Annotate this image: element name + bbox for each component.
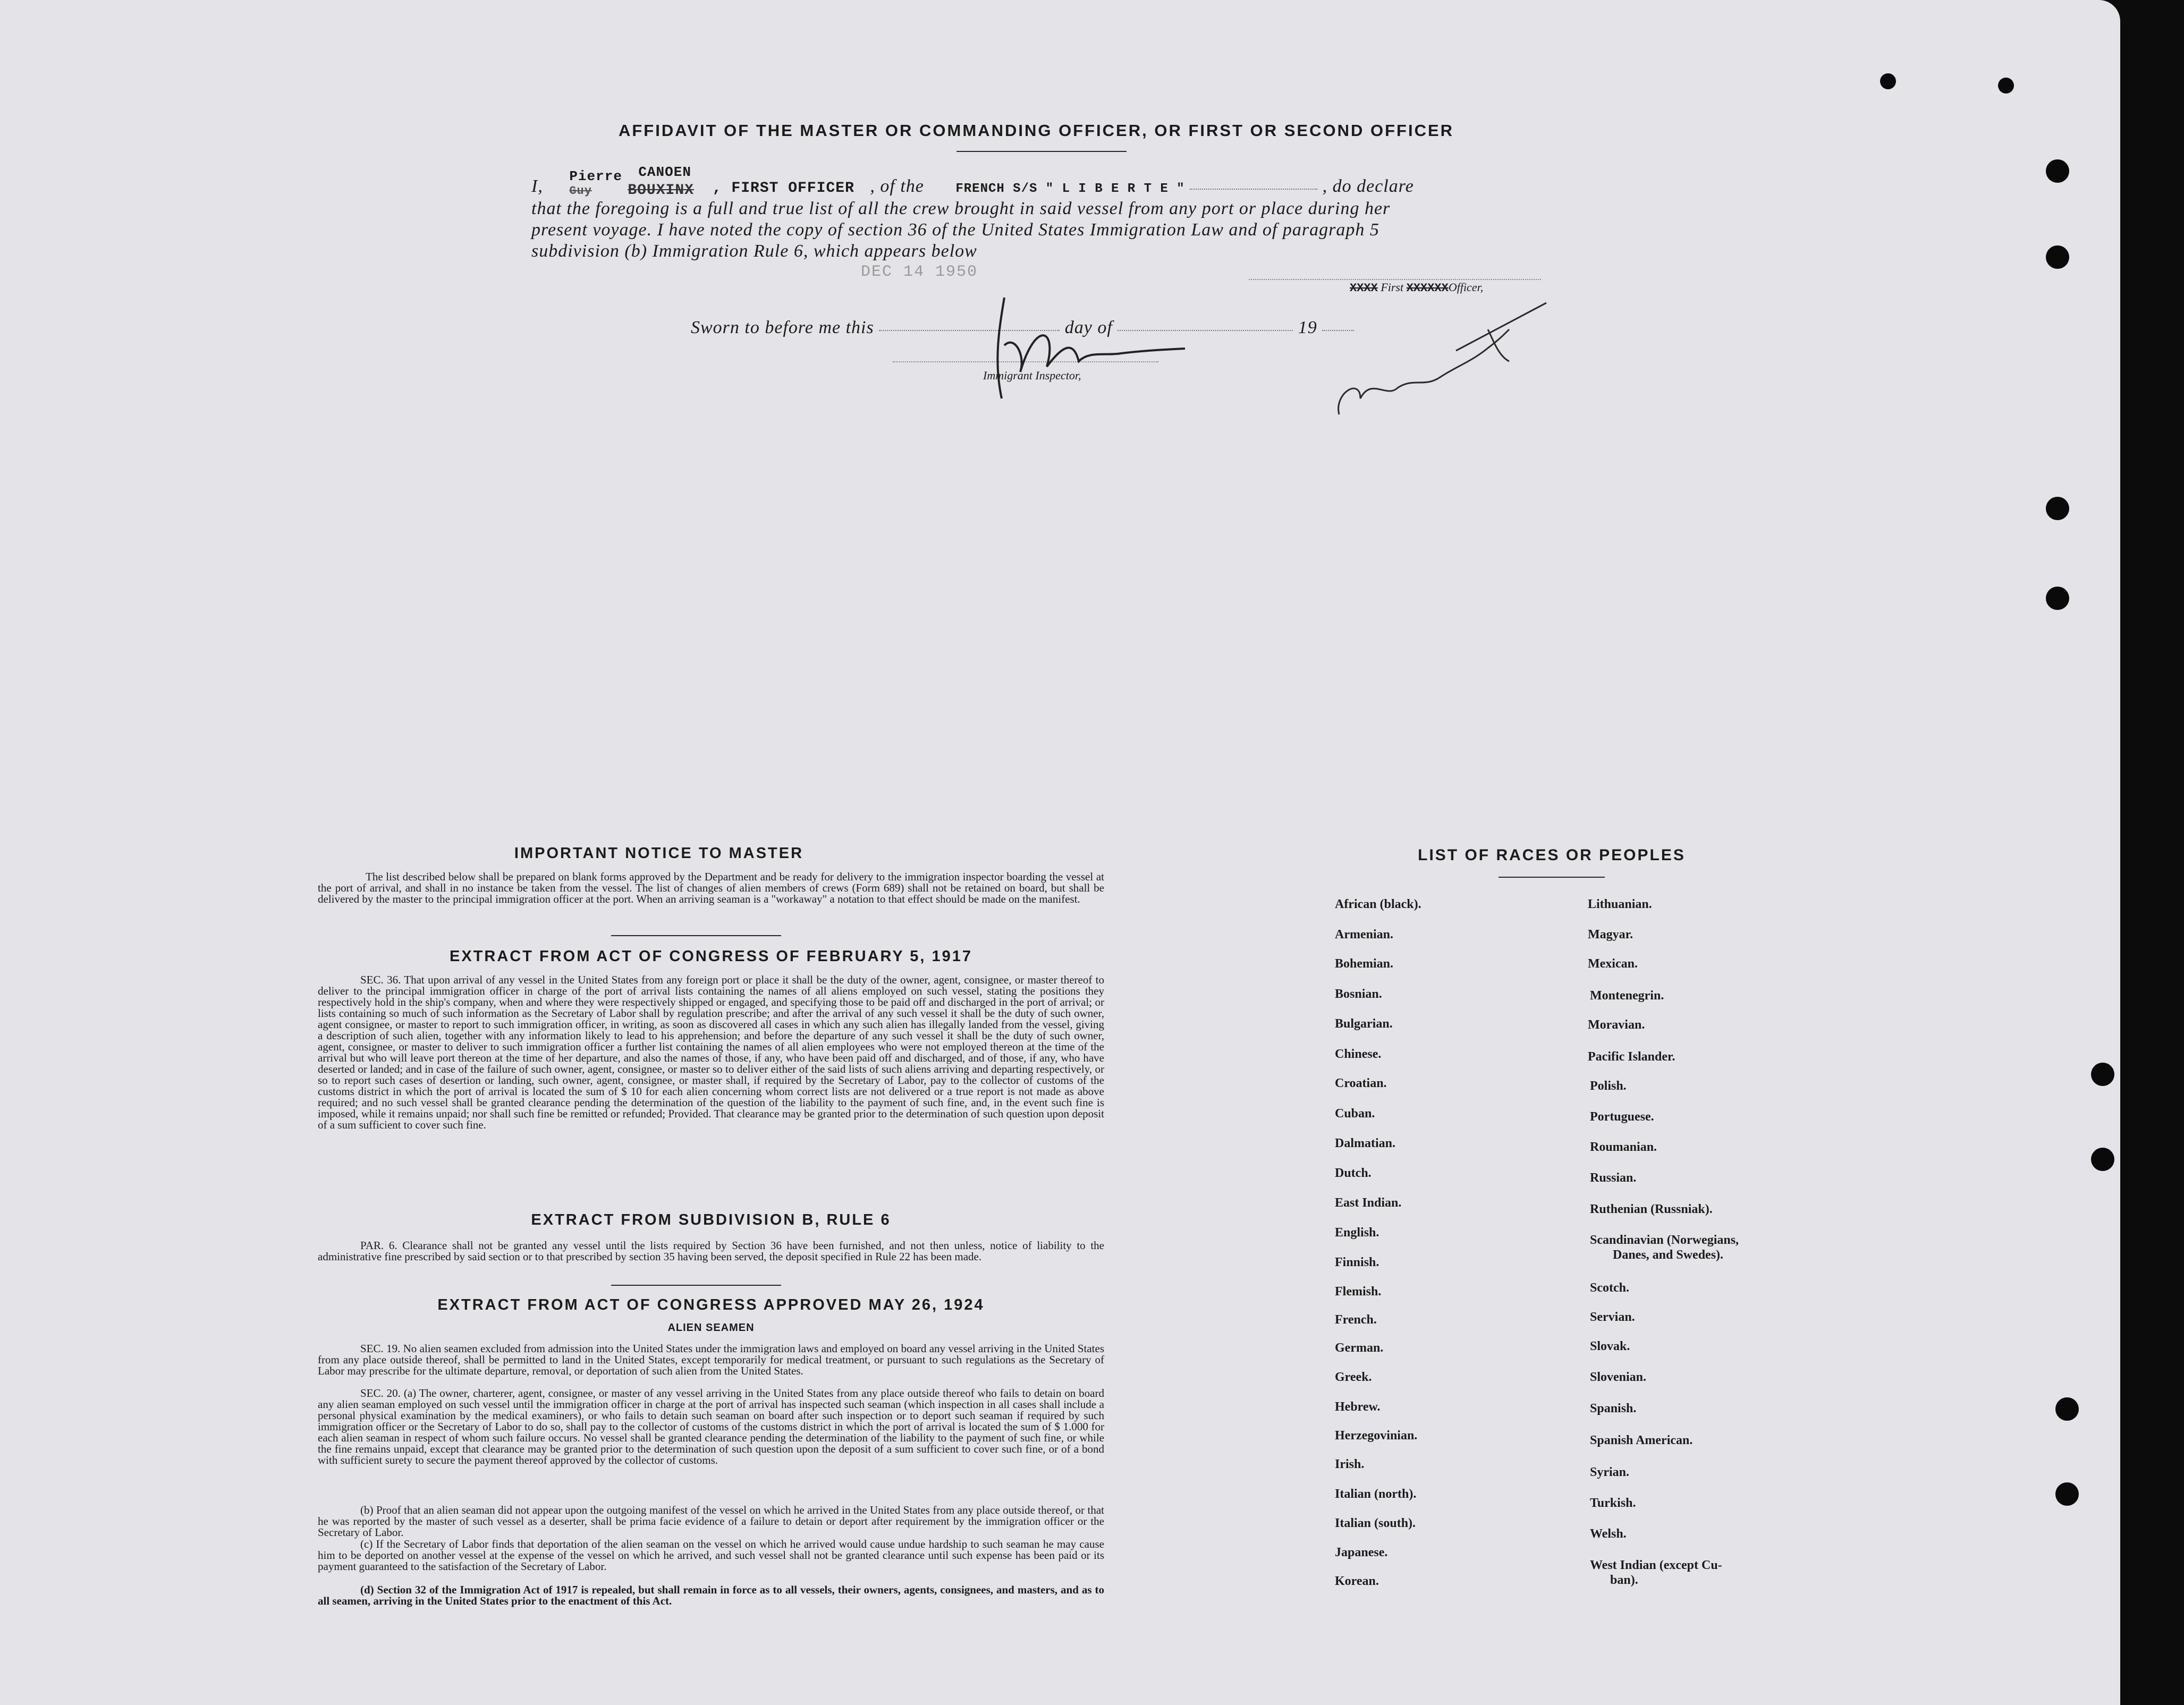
date-stamp: DEC 14 1950 [861, 263, 978, 281]
punch-hole [2055, 1397, 2079, 1421]
race-item: French. [1335, 1313, 1377, 1327]
race-item: German. [1335, 1341, 1384, 1355]
race-item: Cuban. [1335, 1107, 1375, 1121]
race-item: Korean. [1335, 1574, 1379, 1588]
officer-signature [1328, 298, 1552, 425]
day-of-label: day of [1064, 318, 1113, 337]
race-item: Pacific Islander. [1588, 1050, 1675, 1064]
race-item: Croatian. [1335, 1076, 1387, 1090]
race-item: Moravian. [1588, 1018, 1645, 1032]
races-underline [1499, 877, 1605, 878]
race-item: Irish. [1335, 1457, 1365, 1471]
inspector-signature [983, 287, 1206, 414]
race-item: Chinese. [1335, 1047, 1382, 1061]
extract3-sec20c: (c) If the Secretary of Labor finds that deportation of the alien seaman on the vessel on which he arrived would cause undue hardship to such seaman he may cause him to be deported on another vessel at the expense of the vessel on which he arrived, and such vessel shall not be granted clearance until such expense has been paid or its payment guaranteed to the satisfaction of the Secretary of Labor. [318, 1538, 1104, 1573]
race-item: Scandinavian (Norwegians, [1590, 1233, 1739, 1247]
race-item: Scotch. [1590, 1281, 1629, 1295]
race-item: Herzegovinian. [1335, 1429, 1418, 1443]
race-item: Montenegrin. [1590, 989, 1664, 1003]
race-item: Bohemian. [1335, 957, 1394, 971]
race-item: Portuguese. [1590, 1110, 1654, 1124]
name-first: Pierre [569, 168, 622, 184]
race-item: Finnish. [1335, 1256, 1379, 1269]
of-the-label: , of the [870, 176, 924, 196]
races-title: LIST OF RACES OR PEOPLES [1418, 846, 1686, 864]
extract3-sec20d: (d) Section 32 of the Immigration Act of 1917 is repealed, but shall remain in force as to all vessels, their owners, agents, consignees, and masters, and as to all seamen, arriving in the United States prior to the enactment of this Act. [318, 1583, 1104, 1607]
title-underline [956, 151, 1127, 152]
sworn-text: Sworn to before me this [691, 318, 874, 337]
race-item: English. [1335, 1226, 1379, 1240]
race-item: ban). [1610, 1573, 1638, 1587]
race-item: Greek. [1335, 1370, 1372, 1384]
race-item: Spanish. [1590, 1402, 1637, 1415]
vessel-name: FRENCH S/S " L I B E R T E " [955, 182, 1185, 196]
officer-label: Officer, [1448, 281, 1484, 294]
race-item: Welsh. [1590, 1527, 1627, 1541]
punch-hole [1998, 78, 2014, 94]
race-item: West Indian (except Cu- [1590, 1558, 1722, 1572]
extract3-sec20b: (b) Proof that an alien seaman did not appear upon the outgoing manifest of the vessel on which he arrived in the United States from any place outside thereof, or that he was reported by the master of such vessel as a deserter, shall be prima facie evidence of a failure to detain or deport after requirement by the immigration officer or the Secretary of Labor. [318, 1504, 1104, 1539]
do-declare-label: , do declare [1322, 176, 1414, 196]
punch-hole [2091, 1063, 2114, 1086]
race-item: Polish. [1590, 1079, 1627, 1093]
race-item: Magyar. [1588, 928, 1633, 941]
extract2-body: PAR. 6. Clearance shall not be granted any vessel until the lists required by Section 36 have been furnished, and not then unless, notice of liability to the administrative fine prescribed by said section or to that prescribed by section 35 having been served, the deposit specified in Rule 22 has been made. [318, 1239, 1104, 1263]
year-prefix: 19 [1298, 318, 1317, 337]
punch-hole [1880, 73, 1896, 89]
race-item: Italian (north). [1335, 1487, 1417, 1501]
name-crossed-last: BOUXINX [628, 182, 694, 199]
race-item: Bosnian. [1335, 987, 1382, 1001]
punch-hole [2091, 1148, 2114, 1171]
race-item: Roumanian. [1590, 1140, 1657, 1154]
affidavit-line-1 [531, 164, 1414, 199]
extract3-sec19: SEC. 19. No alien seamen excluded from admission into the United States under the immigration laws and employed on board any vessel arriving in the United States from any place outside thereof, shall be permitted to land in the United States, except temporarily for medical treatment, or pursuant to such regulations as the Secretary of Labor may prescribe for the ultimate departure, removal, or deportation of such alien from the United States. [318, 1342, 1104, 1377]
race-item: Hebrew. [1335, 1400, 1381, 1414]
affidavit-title: AFFIDAVIT OF THE MASTER OR COMMANDING OFFICER, OR FIRST OR SECOND OFFICER [618, 121, 1454, 140]
affidavit-line-3: present voyage. I have noted the copy of section 36 of the United States Immigration Law and of paragraph 5 [531, 220, 1379, 240]
declarant-rank: , FIRST OFFICER [712, 180, 854, 197]
race-item: Servian. [1590, 1310, 1635, 1324]
notice-title: IMPORTANT NOTICE TO MASTER [514, 845, 804, 862]
race-item: Armenian. [1335, 928, 1393, 941]
race-item: Flemish. [1335, 1285, 1382, 1299]
extract3-subtitle: ALIEN SEAMEN [667, 1322, 755, 1334]
notice-body: The list described below shall be prepared on blank forms approved by the Department and be ready for delivery to the immigration inspector boarding the vessel at the port of arrival, and shall in no instance be taken from the vessel. The list of changes of alien members of crews (Form 689) shall not be retained on board, but shall be delivered by the master to the principal immigration officer at the port. When an arriving seaman is a "workaway" a notation to that effect should be made on the manifest. [318, 870, 1104, 905]
declarant-name [548, 164, 707, 199]
punch-hole [2046, 245, 2069, 269]
race-item: Slovenian. [1590, 1370, 1647, 1384]
affidavit-line-4: subdivision (b) Immigration Rule 6, which appears below [531, 241, 977, 261]
first-label: First [1381, 281, 1404, 294]
extract2-title: EXTRACT FROM SUBDIVISION B, RULE 6 [531, 1211, 891, 1228]
race-item: Syrian. [1590, 1465, 1630, 1479]
race-item: Ruthenian (Russniak). [1590, 1202, 1713, 1216]
race-item: Danes, and Swedes). [1613, 1248, 1724, 1262]
extract3-sec20a: SEC. 20. (a) The owner, charterer, agent, consignee, or master of any vessel arriving in the United States from any place outside thereof who fails to detain on board any alien seaman employed on such vessel until the immigration officer in charge at the port of arrival has inspected such seaman (which inspection in all cases shall include a personal physical examination by the medical examiners), or who fails to detain such seaman on board after such inspection or to deport such seaman if required by such immigration officer or the Secretary of Labor to do so, shall pay to the collector of customs of the customs district in which the port of arrival is located the sum of $ 1.000 for each alien seaman in respect of whom such failure occurs. No vessel shall be granted clearance pending the determination of the liability to the payment of such fine, or while the fine remains unpaid, except that clearance may be granted prior to the determination of such question upon the deposit of a sum sufficient to cover such fine, or of a bond with sufficient surety to secure the payment thereof approved by the collector of customs. [318, 1387, 1104, 1466]
race-item: Spanish American. [1590, 1433, 1693, 1447]
extract1-title: EXTRACT FROM ACT OF CONGRESS OF FEBRUARY 5, 1917 [449, 948, 973, 965]
notice-divider [611, 935, 781, 936]
race-item: Bulgarian. [1335, 1017, 1393, 1031]
race-item: Russian. [1590, 1171, 1637, 1185]
race-item: Lithuanian. [1588, 897, 1652, 911]
race-item: East Indian. [1335, 1196, 1402, 1210]
punch-hole [2046, 497, 2069, 520]
race-item: African (black). [1335, 897, 1421, 911]
punch-hole [2055, 1482, 2079, 1506]
race-item: Japanese. [1335, 1546, 1388, 1559]
name-last: CANOEN [638, 164, 691, 180]
race-item: Dalmatian. [1335, 1136, 1395, 1150]
name-crossed-first: Guy [569, 184, 592, 198]
race-item: Dutch. [1335, 1166, 1372, 1180]
extract3-title: EXTRACT FROM ACT OF CONGRESS APPROVED MAY 26, 1924 [437, 1296, 985, 1313]
officer-signature-label: XXXX First XXXXXXOfficer, [1350, 281, 1484, 295]
punch-hole [2046, 159, 2069, 183]
race-item: Italian (south). [1335, 1516, 1416, 1530]
extract2-divider [611, 1285, 781, 1286]
inspector-label: Immigrant Inspector, [983, 369, 1081, 382]
vessel-fill-line [1190, 185, 1317, 190]
declarant-prefix: I, [531, 176, 543, 196]
race-item: Turkish. [1590, 1496, 1636, 1510]
race-item: Slovak. [1590, 1339, 1630, 1353]
race-item: Mexican. [1588, 957, 1638, 971]
extract1-body: SEC. 36. That upon arrival of any vessel in the United States from any foreign port or place it shall be the duty of the owner, agent, consignee, or master thereof to deliver to the principal immigration officer in charge of the port of arrival lists containing the names of all aliens employed on such vessel, stating the positions they respectively hold in the ship's company, when and where they were respectively shipped or engaged, and specifying those to be paid off and discharged in the port of arrival; or lists containing so much of such information as the Secretary of Labor shall by regulation prescribe; and after the arrival of any such vessel it shall be the duty of such owner, agent consignee, or master to report to such immigration officer, in writing, as soon as discovered all cases in which any such alien has illegally landed from the vessel, giving a description of such alien, together with any information likely to lead to his apprehension; and before the departure of any such vessel it shall be the duty of such owner, agent, consignee, or master to deliver to such immigration officer a further list containing the names of all alien employees who were not employed thereon at the time of the arrival but who will leave port thereon at the time of her departure, and also the names of those, if any, who have been paid off and discharged, and of those, if any, who have deserted or landed; and in case of the failure of such owner, agent, consignee, or master so to deliver either of the said lists of such aliens arriving and departing respectively, or so to report such cases of desertion or landing, such owner, agent, consignee, or master shall, if required by the Secretary of Labor, pay to the collector of customs of the customs district in which the port of arrival is located the sum of $ 10 for each alien concerning whom correct lists are not delivered or a true report is not made as above required; and no such vessel shall be granted clearance pending the determination of the question of the liability to the payment of such fine, and, in the event such fine is imposed, while it remains unpaid; nor shall such fine be remitted or refunded; Provided. That clearance may be granted prior to the determination of such question upon deposit of a sum sufficient to cover such fine. [318, 973, 1104, 1131]
officer-signature-line [1249, 279, 1541, 280]
affidavit-line-2: that the foregoing is a full and true list of all the crew brought in said vessel from any port or place during her [531, 199, 1391, 218]
punch-hole [2046, 587, 2069, 610]
